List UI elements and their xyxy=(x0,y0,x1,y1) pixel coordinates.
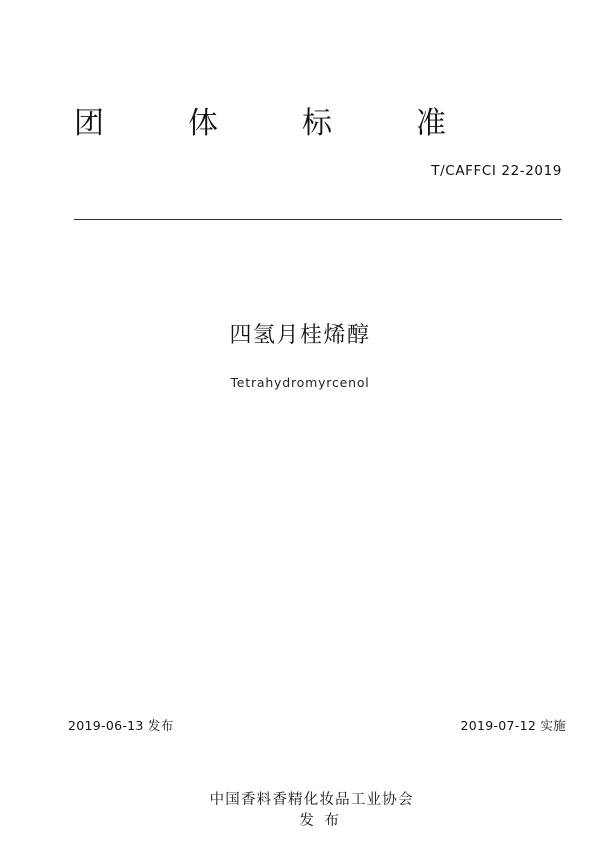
page-title: 四氢月桂烯醇 xyxy=(229,323,371,348)
standard-code-row xyxy=(74,162,564,180)
standard-type-char-1: 团 xyxy=(74,106,105,141)
standard-type-heading xyxy=(74,98,564,142)
publisher-name: 中国香料香精化妆品工业协会 xyxy=(209,792,414,808)
publisher-row xyxy=(0,772,600,846)
standard-type-char-3: 标 xyxy=(302,106,333,141)
title-block xyxy=(0,318,600,390)
implement-date: 2019-07-12 实施 xyxy=(460,718,566,733)
page-subtitle-english: Tetrahydromyrcenol xyxy=(230,375,370,390)
standard-header xyxy=(74,98,564,180)
standard-type-char-2: 体 xyxy=(188,106,219,141)
dates-row xyxy=(68,716,566,734)
header-divider xyxy=(74,219,562,220)
publish-date: 2019-06-13 发布 xyxy=(68,718,174,733)
issuer-label: 发 布 xyxy=(299,813,342,829)
standard-type-char-4: 准 xyxy=(416,106,447,141)
standard-code: T/CAFFCI 22-2019 xyxy=(431,163,562,179)
